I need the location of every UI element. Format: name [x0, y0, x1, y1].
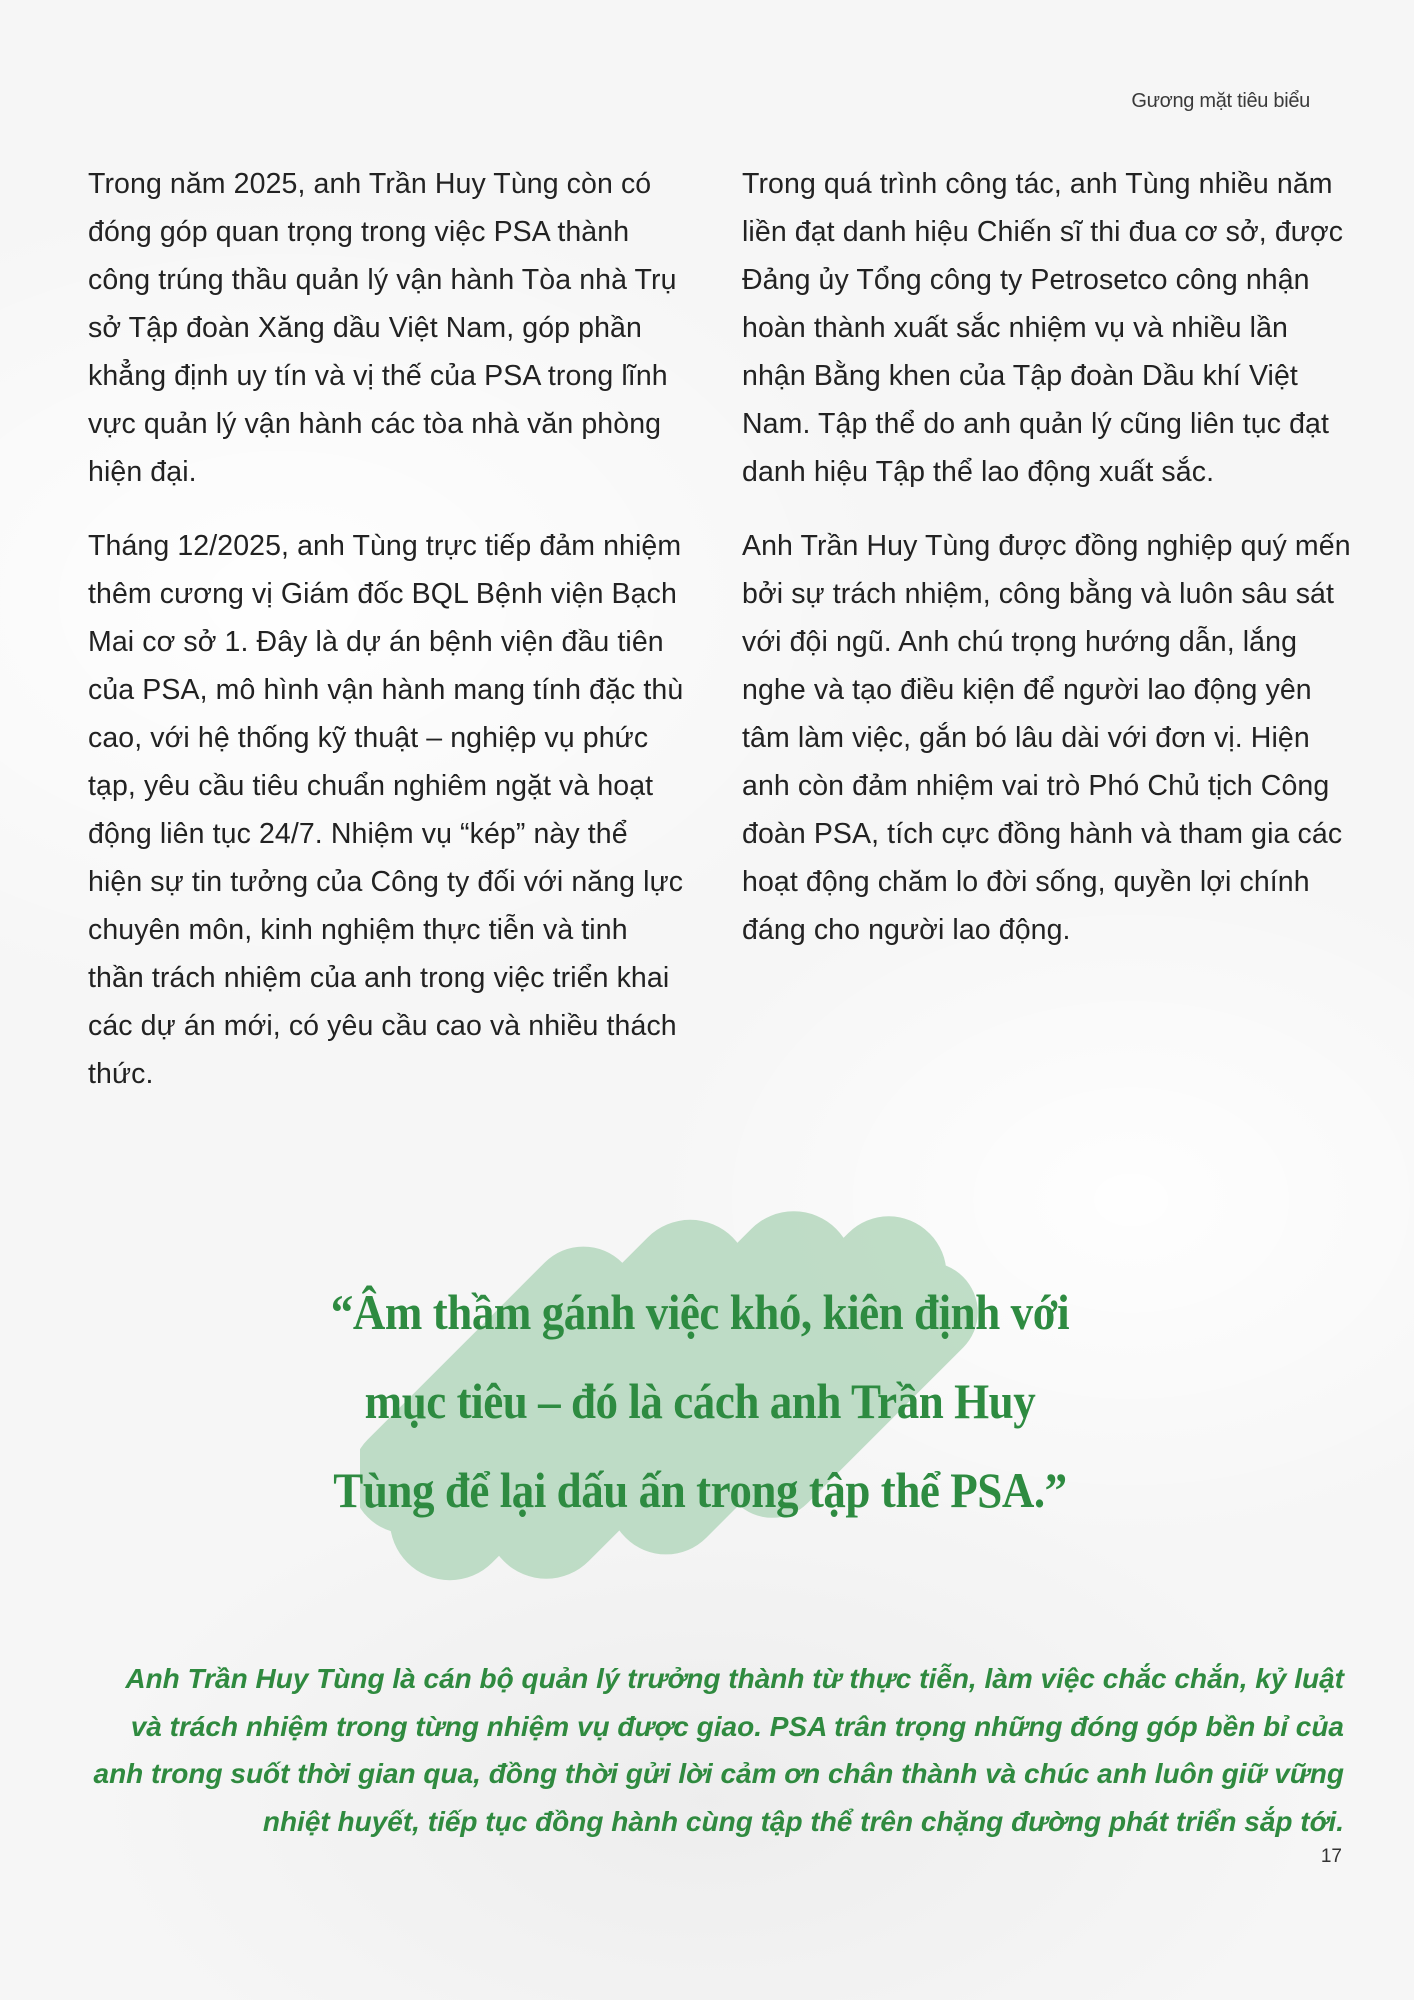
right-column — [742, 160, 1352, 980]
right-paragraph-2: Anh Trần Huy Tùng được đồng nghiệp quý mến bởi sự trách nhiệm, công bằng và luôn sâu sát với đội ngũ. Anh chú trọng hướng dẫn, lắng nghe và tạo điều kiện để người lao động yên tâm làm việc, gắn bó lâu dài với đơn vị. Hiện anh còn đảm nhiệm vai trò Phó Chủ tịch Công đoàn PSA, tích cực đồng hành và tham gia các hoạt động chăm lo đời sống, quyền lợi chính đáng cho người lao động. — [742, 530, 1351, 946]
page-number: 17 — [1320, 1846, 1342, 1867]
left-paragraph-2: Tháng 12/2025, anh Tùng trực tiếp đảm nhiệm thêm cương vị Giám đốc BQL Bệnh viện Bạch Mai cơ sở 1. Đây là dự án bệnh viện đầu tiên của PSA, mô hình vận hành mang tính đặc thù cao, với hệ thống kỹ thuật – nghiệp vụ phức tạp, yêu cầu tiêu chuẩn nghiêm ngặt và hoạt động liên tục 24/7. Nhiệm vụ “kép” này thể hiện sự tin tưởng của Công ty đối với năng lực chuyên môn, kinh nghiệm thực tiễn và tinh thần trách nhiệm của anh trong việc triển khai các dự án mới, có yêu cầu cao và nhiều thách thức. — [88, 530, 684, 1090]
closing-statement: Anh Trần Huy Tùng là cán bộ quản lý trưởng thành từ thực tiễn, làm việc chắc chắn, kỷ luật và trách nhiệm trong từng nhiệm vụ được giao. PSA trân trọng những đóng góp bền bỉ của anh trong suốt thời gian qua, đồng thời gửi lời cảm ơn chân thành và chúc anh luôn giữ vững nhiệt huyết, tiếp tục đồng hành cùng tập thể trên chặng đường phát triển sắp tới. — [93, 1663, 1344, 1837]
left-column — [88, 160, 688, 1124]
pull-quote-block — [0, 1150, 1414, 1630]
left-paragraph-1: Trong năm 2025, anh Trần Huy Tùng còn có đóng góp quan trọng trong việc PSA thành công trúng thầu quản lý vận hành Tòa nhà Trụ sở Tập đoàn Xăng dầu Việt Nam, góp phần khẳng định uy tín và vị thế của PSA trong lĩnh vực quản lý vận hành các tòa nhà văn phòng hiện đại. — [88, 168, 677, 488]
section-title: Gương mặt tiêu biểu — [1131, 90, 1310, 112]
right-paragraph-1: Trong quá trình công tác, anh Tùng nhiều năm liền đạt danh hiệu Chiến sĩ thi đua cơ sở, được Đảng ủy Tổng công ty Petrosetco công nhận hoàn thành xuất sắc nhiệm vụ và nhiều lần nhận Bằng khen của Tập đoàn Dầu khí Việt Nam. Tập thể do anh quản lý cũng liên tục đạt danh hiệu Tập thể lao động xuất sắc. — [742, 168, 1344, 488]
pull-quote: “Âm thầm gánh việc khó, kiên định với mục tiêu – đó là cách anh Trần Huy Tùng để lại dấu ấn trong tập thể PSA.” — [330, 1284, 1070, 1518]
